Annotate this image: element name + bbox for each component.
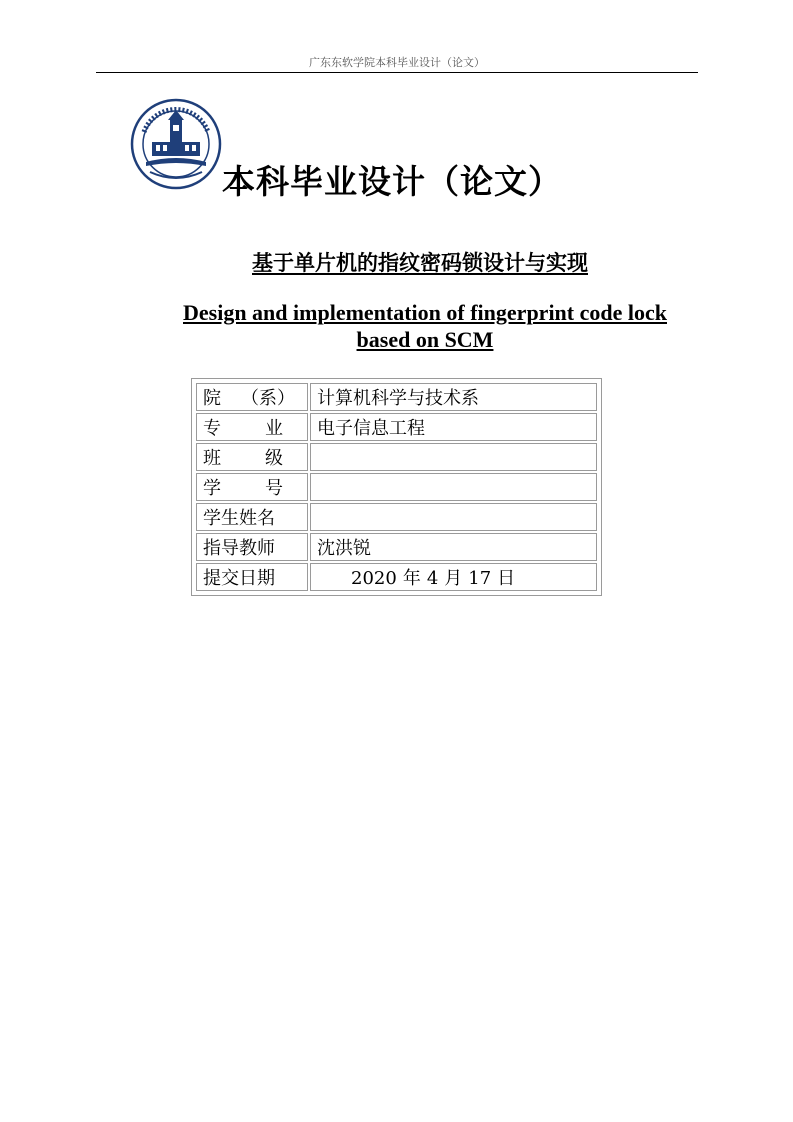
submit-year: 2020: [351, 568, 397, 589]
table-row: [196, 383, 597, 411]
class-label-b: 级: [265, 448, 283, 469]
student-id-value: [310, 473, 597, 501]
student-id-label-b: 号: [265, 478, 283, 499]
class-value: [310, 443, 597, 471]
student-name-label: 学生姓名: [196, 503, 308, 531]
major-value: 电子信息工程: [310, 413, 597, 441]
department-value: 计算机科学与技术系: [310, 383, 597, 411]
submit-month-unit: 月: [444, 568, 463, 589]
page-header: 广东东软学院本科毕业设计（论文）: [309, 56, 485, 69]
department-label: [196, 383, 308, 411]
thesis-title-cn-text: 基于单片机的指纹密码锁设计与实现: [252, 251, 588, 275]
thesis-title-cn: [0, 247, 793, 277]
class-label: [196, 443, 308, 471]
university-seal-icon: [130, 98, 222, 190]
department-label-a: 院: [203, 388, 221, 409]
submit-day-unit: 日: [497, 568, 516, 589]
submit-day: 17: [468, 568, 492, 589]
submit-date-value: [310, 563, 597, 591]
major-label-b: 业: [265, 418, 283, 439]
major-label-a: 专: [203, 418, 221, 439]
student-id-label-a: 学: [203, 478, 221, 499]
thesis-title-en-line2: based on SCM: [356, 327, 494, 352]
advisor-value: 沈洪锐: [310, 533, 597, 561]
header-divider: [96, 72, 698, 73]
table-row: [196, 413, 597, 441]
student-info-table: [191, 378, 602, 596]
class-label-a: 班: [203, 448, 221, 469]
advisor-label: 指导教师: [196, 533, 308, 561]
table-row: [196, 473, 597, 501]
submit-date-label: 提交日期: [196, 563, 308, 591]
thesis-title-en-line1: Design and implementation of fingerprint code lock: [183, 300, 667, 325]
table-row: [196, 503, 597, 531]
major-label: [196, 413, 308, 441]
document-type-title: 本科毕业设计（论文）: [222, 162, 562, 201]
student-id-label: [196, 473, 308, 501]
table-row: [196, 533, 597, 561]
department-label-b: （系）: [241, 388, 295, 409]
student-name-value: [310, 503, 597, 531]
submit-year-unit: 年: [402, 568, 421, 589]
submit-month: 4: [426, 568, 439, 589]
table-row: [196, 443, 597, 471]
table-row: [196, 563, 597, 591]
thesis-title-en: [150, 299, 700, 353]
